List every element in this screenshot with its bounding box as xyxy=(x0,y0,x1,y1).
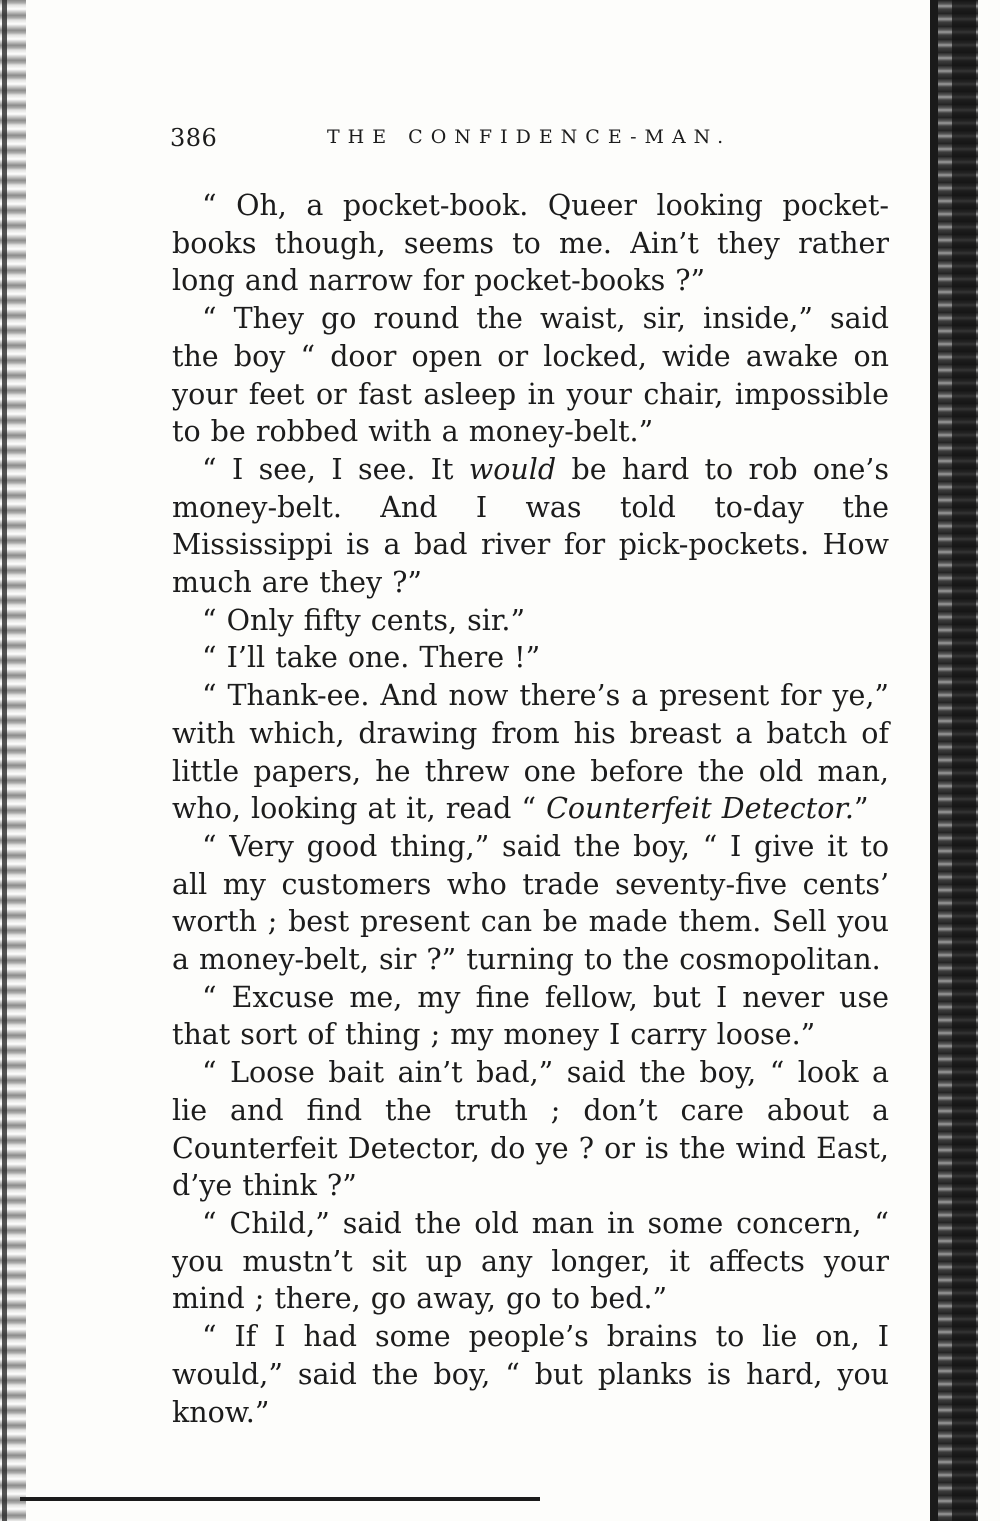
emphasized-word: would xyxy=(468,452,557,486)
paragraph-text: be hard to rob one’s money-belt. And I was told to-day the Mississippi is a bad river for pick-pockets. How much are they ?” xyxy=(172,452,889,600)
paragraph: “ I’ll take one. There !” xyxy=(202,641,541,675)
paragraph: “ Excuse me, my fine fellow, but I never use that sort of thing ; my money I carry loose.” xyxy=(172,980,889,1052)
right-page-shadow-core xyxy=(952,0,976,1521)
paragraph xyxy=(172,451,889,602)
left-gutter-edge xyxy=(2,0,7,1521)
paragraph-text: ” xyxy=(853,792,869,826)
paragraph-text: “ I see, I see. It xyxy=(202,452,469,486)
running-title: THE CONFIDENCE-MAN. xyxy=(327,126,732,148)
paragraph: “ Only fifty cents, sir.” xyxy=(202,603,526,637)
bottom-edge-line xyxy=(20,1497,540,1501)
page-number: 386 xyxy=(170,124,218,152)
paragraph: “ They go round the waist, sir, inside,” said the boy “ door open or locked, wide awake on your feet or fast asleep in your chair, impossible to be robbed with a money-belt.” xyxy=(172,302,889,449)
paragraph: “ Loose bait ain’t bad,” said the boy, “ look a lie and find the truth ; don’t care about a Counterfeit Detector, do ye ? or is the wind East, d’ye think ?” xyxy=(172,1056,889,1203)
body-text xyxy=(172,187,889,1431)
emphasized-title: Counterfeit Detector. xyxy=(546,792,854,826)
paragraph-text: “ Thank-ee. And now there’s a present for ye,” with which, drawing from his breast a batch of little papers, he threw one before the old man, who, looking at it, read “ xyxy=(172,679,889,826)
running-header xyxy=(170,124,890,164)
paragraph xyxy=(172,677,889,828)
paragraph: “ Child,” said the old man in some concern, “ you mustn’t sit up any longer, it affects your mind ; there, go away, go to bed.” xyxy=(172,1206,889,1316)
paragraph: “ Very good thing,” said the boy, “ I give it to all my customers who trade seventy-five cents’ worth ; best present can be made them. Sell you a money-belt, sir ?” turning to the cosmopolitan. xyxy=(172,829,889,977)
paragraph: “ Oh, a pocket-book. Queer looking pocket-books though, seems to me. Ain’t they rather long and narrow for pocket-books ?” xyxy=(172,189,889,298)
paragraph: “ If I had some people’s brains to lie on, I would,” said the boy, “ but planks is hard, you know.” xyxy=(172,1320,889,1429)
